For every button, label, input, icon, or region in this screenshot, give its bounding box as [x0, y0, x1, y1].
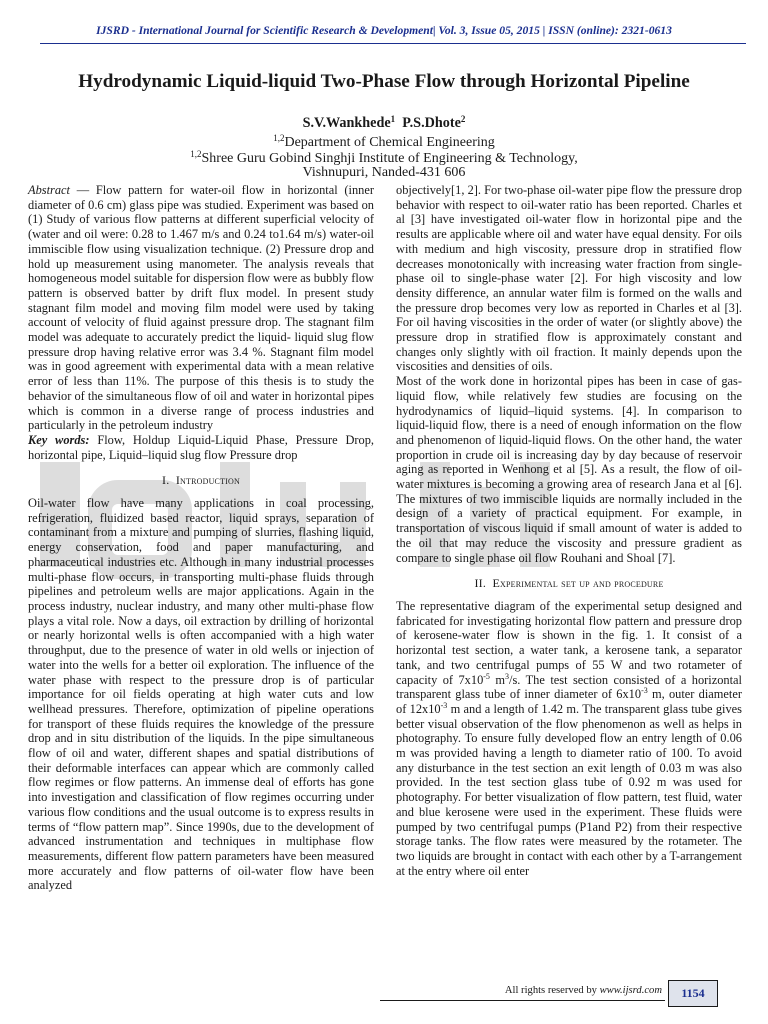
- footer-site-link[interactable]: www.ijsrd.com: [599, 985, 662, 996]
- keywords-colon: :: [85, 432, 98, 447]
- affiliation-3-text: Vishnupuri, Nanded-431 606: [302, 165, 466, 180]
- section-number: I.: [162, 473, 170, 488]
- exp-text-b: m: [489, 672, 506, 687]
- keywords-text: Flow, Holdup Liquid-Liquid Phase, Pressure Drop, horizontal pipe, Liquid–liquid slug flow Pressure drop: [28, 432, 375, 462]
- affiliation-1-sup: 1,2: [273, 133, 285, 143]
- right-column: [396, 183, 742, 878]
- section-rest: ntroduction: [180, 473, 240, 488]
- paper-title: Hydrodynamic Liquid-liquid Two-Phase Flow through Horizontal Pipeline: [78, 71, 690, 92]
- affiliation-address: [0, 165, 768, 181]
- section-first-letter: I: [175, 473, 181, 488]
- right-paragraph-2: Most of the work done in horizontal pipes has been in case of gas-liquid flow, while relatively few studies are focusing on the hydrodynamics of liquid–liquid systems. [4]. In comparison to liquid-liquid flow, there is a need of enough information on the flow and phenomenon of liquid-liquid flows. On the other hand, the water proportion in crude oil is increasing day by day because of reservoir aging as reported in Wenhong et al [5]. As a result, the flow of oil-water mixtures is becoming a growing area of research Jana et al [6]. The mixtures of two immiscible liquids are normally included in the design of a variety of practical equipment. For example, in transportation of viscous liquid if small amount of water is added to the oil that may reduce the viscosity and pressure gradient as compare to single phase oil flow Rouhani and Shoal [7].: [396, 374, 742, 565]
- exp-text-d: m, outer diameter of 12x10: [396, 687, 742, 716]
- keywords: [28, 433, 374, 462]
- introduction-paragraph: Oil-water flow have many applications in coal processing, refrigeration, fluidized based reactor, liquid sprays, separation of contaminant from a mixture and pumping of slurries, flashing liquid, energy conservation, food and paper manufacturing, and pharmaceutical industries etc. Although in many industrial processes multi-phase flow occurs, in transporting multi-phase fluids through pipelines and petroleum wells are major applications. Again in the process industry, nuclear industry, and many other multi-phase flow plays a vital role. Now a days, oil extraction by drilling of horizontal or nearly horizontal wells is often accompanied with a high water throughput, due to the presence of water in old wells or injection of water into the wells for a better oil exploration. The influence of the water phase with respect to the pressure drop is of particular importance for oil fields operating at high water cuts and low wellhead pressures. Therefore, optimization of pipeline operations for transport of these fluids requires the knowledge of the pressure drop and in situ distribution of the liquids. In the pipe simultaneous flow of oil and water, different shapes and spatial distributions of their deformable interfaces can appear which are commonly called flow regimes or flow patterns. An immense deal of efforts has gone into investigation and classification of flow regimes occurring under various flow conditions and the usual outcome is to express results in terms of “flow pattern map”. Since 1990s, due to the development of advanced instrumentation and techniques in multiphase flow measurements, different flow pattern parameters have been measured more accurately and flow patterns of oil-water flow have been analyzed: [28, 496, 374, 893]
- footer-rights-text: All rights reserved by: [504, 985, 600, 996]
- left-column: [28, 183, 374, 893]
- header-rule: [40, 43, 746, 44]
- author-1-name: S.V.Wankhede: [302, 115, 391, 131]
- author-1-sup: 1: [390, 114, 396, 124]
- journal-header: IJSRD - International Journal for Scientific Research & Development| Vol. 3, Issue 05, 2015 | ISSN (online): 2321-0613: [96, 24, 672, 37]
- abstract-dash: —: [70, 183, 96, 197]
- abstract-text: Flow pattern for water-oil flow in horizontal (inner diameter of 0.6 cm) glass pipe was studied. Experiment was based on (1) Study of various flow patterns at different superficial velocity of (water and oil were: 0.28 to 1.467 m/s and 0.24 to1.64 m/s) water-oil immiscible flow using visualization technique. (2) Pressure drop and hold up measurement using manometer. The analysis reveals that homogeneous model suitable for dispersion flow were as bubbly flow pattern is observed batter by drift flux model. In present study stagnant film model and moving film model were used by taking account of velocity of fluid against pressure drop. The stagnant film model was adequate to accurately predict the liquid- liquid slug flow pressure drop having relative error was 3.4 %. Stagnant film model was in good agreement with experimental data with a mean relative error of less than 11%. The purpose of this thesis is to study the behavior of the simultaneous flow of oil and water in horizontal pipes which is common in a diverse range of process industries and particularly in the petroleum industry: [28, 183, 374, 433]
- section-heading-experimental: [396, 576, 742, 591]
- affiliation-1-text: Department of Chemical Engineering: [284, 135, 495, 150]
- exp-sup-3: -3: [641, 686, 648, 696]
- footer-rights: [380, 985, 662, 996]
- affiliation-2-text: Shree Guru Gobind Singhji Institute of Engineering & Technology,: [201, 151, 578, 166]
- exp-sup-2: 3: [505, 671, 510, 681]
- abstract: [28, 183, 374, 433]
- affiliation-2-sup: 1,2: [190, 149, 202, 159]
- section-heading-introduction: [28, 473, 374, 488]
- exp-text-c: /s. The test section consisted of a horizontal transparent glass tube of inner diameter of 6x10: [396, 672, 742, 702]
- experimental-paragraph: [396, 599, 742, 878]
- exp-text-a: The representative diagram of the experimental setup designed and fabricated for investigating horizontal flow pattern and pressure drop of kerosene-water flow is shown in the fig. 1. It consist of a horizontal test section, a water tank, a kerosene tank, a separator tank, and two centrifugal pumps of 55 W and two rotameter of capacity of 7x10: [396, 598, 742, 687]
- section-first-letter: E: [492, 576, 500, 591]
- section-number: II.: [474, 576, 487, 591]
- exp-text-e: m and a length of 1.42 m. The transparent glass tube gives better visual observation of the flow phenomenon as well as helps in photography. To ensure fully developed flow an entry length of 0.06 m was provided having a length to diameter ratio of 100. To avoid any disturbance in the test section an exit length of 0.03 m was also provided. In the test section glass tube of 0.92 m was used for photography. For better visualization of flow pattern, test fluid, water and blue kerosene were used in the experiment. These fluids were pumped by two centrifugal pumps (P1and P2) from their respective storage tanks. The flow rates were measured by the rotameter. The two liquids are brought in contact with each other by a T-arrangement at the entry where oil enter: [396, 701, 742, 878]
- author-line: [0, 114, 768, 132]
- page-number: 1154: [668, 980, 718, 1007]
- section-rest: xperimental set up and procedure: [499, 576, 664, 591]
- keywords-label: Key words: [28, 432, 86, 447]
- exp-sup-4: -3: [440, 700, 448, 710]
- exp-sup-1: -5: [483, 671, 490, 681]
- author-2-name: P.S.Dhote: [402, 115, 461, 131]
- right-paragraph-1: objectively[1, 2]. For two-phase oil-water pipe flow the pressure drop behavior with respect to oil-water ratio has been reported. Charles et al [3] have investigated oil-water flow in horizontal pipe and the results are applicable where oil and water have equal density. For oils with medium and high viscosity, pressure drop in stratified flow decreases monotonically with increasing water fraction from single-phase oil to single-phase water [2]. For high viscosity and low density difference, an annular water film is formed on the walls and the pressure drop becomes very low as reported in Charles et al [3]. For oil having viscosities in the order of water (or slightly above) the pressure drop in stratified flow is approximately constant and changes only slightly with oil fraction. It mainly depends upon the viscosities and densities of oils.: [396, 183, 742, 374]
- author-2-sup: 2: [460, 114, 466, 124]
- abstract-label: Abstract: [28, 183, 70, 197]
- footer-rule: [380, 1000, 665, 1001]
